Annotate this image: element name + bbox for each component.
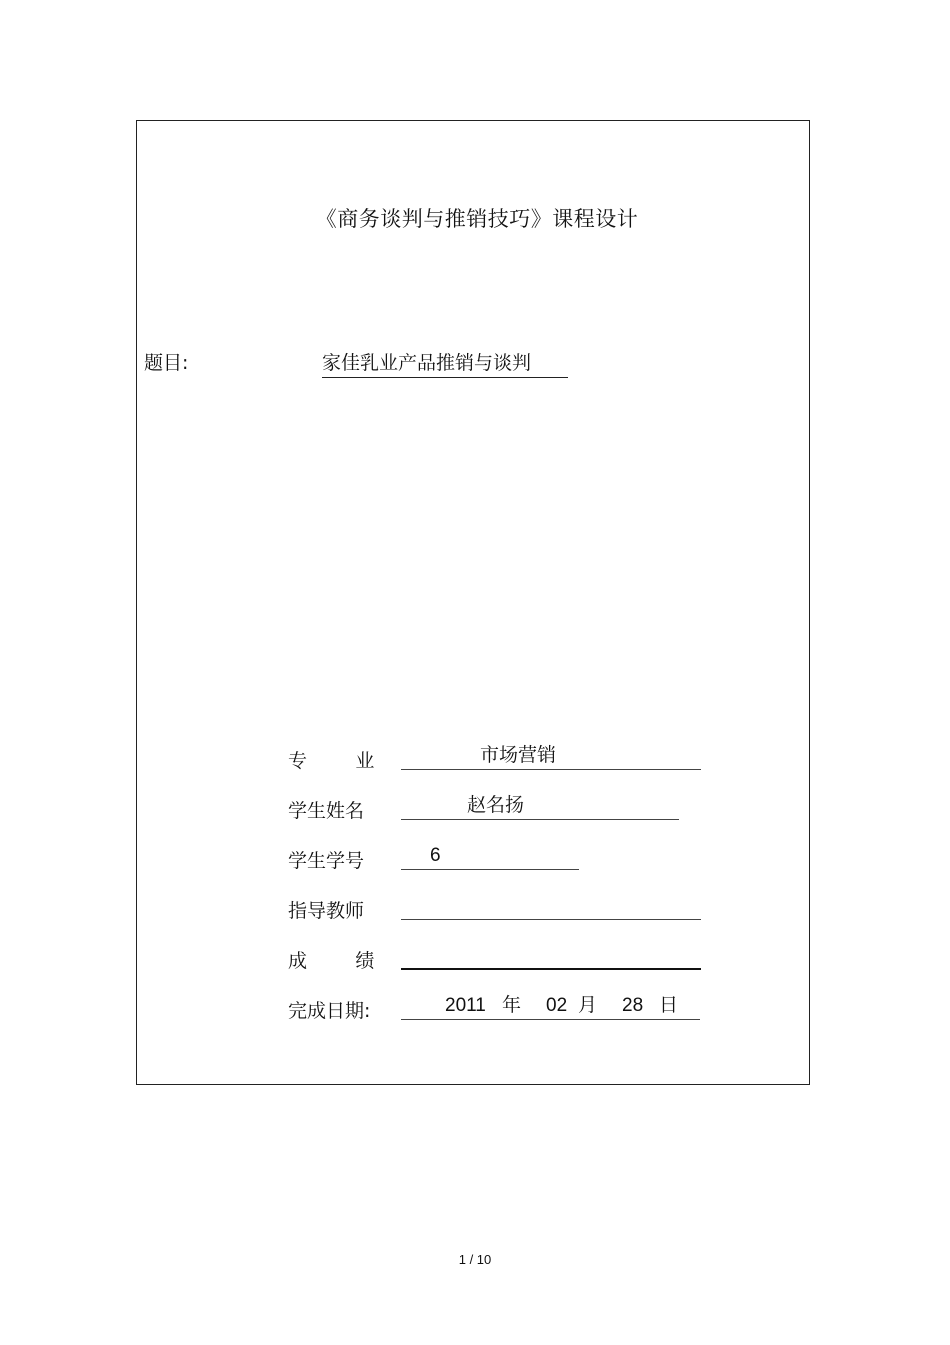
date-month: 02 (546, 995, 568, 1016)
date-day-unit: 日 (659, 994, 679, 1016)
major-value: 市场营销 (480, 744, 557, 766)
completion-date-field (401, 994, 700, 1020)
student-name-field (401, 794, 679, 820)
instructor-field (401, 894, 701, 920)
completion-date-label: 完成日期: (288, 1000, 371, 1022)
major-label: 专 业 (288, 750, 375, 772)
cover-frame (136, 120, 810, 1085)
topic-label: 题目: (144, 352, 189, 374)
date-year-unit: 年 (502, 994, 522, 1016)
date-month-unit: 月 (578, 994, 598, 1016)
student-name-value: 赵名扬 (467, 794, 525, 816)
student-name-label: 学生姓名 (288, 800, 365, 822)
instructor-label: 指导教师 (288, 900, 365, 922)
page-number: 1 / 10 (458, 1252, 492, 1267)
student-id-label: 学生学号 (288, 850, 365, 872)
grade-label: 成 绩 (288, 950, 375, 972)
major-field (401, 744, 701, 770)
grade-field (401, 944, 701, 970)
topic-value: 家佳乳业产品推销与谈判 (322, 348, 568, 378)
student-id-value: 6 (430, 845, 441, 866)
document-title: 《商务谈判与推销技巧》课程设计 (315, 207, 639, 231)
date-day: 28 (622, 995, 644, 1016)
student-id-field (401, 844, 579, 870)
date-year: 2011 (445, 995, 486, 1016)
